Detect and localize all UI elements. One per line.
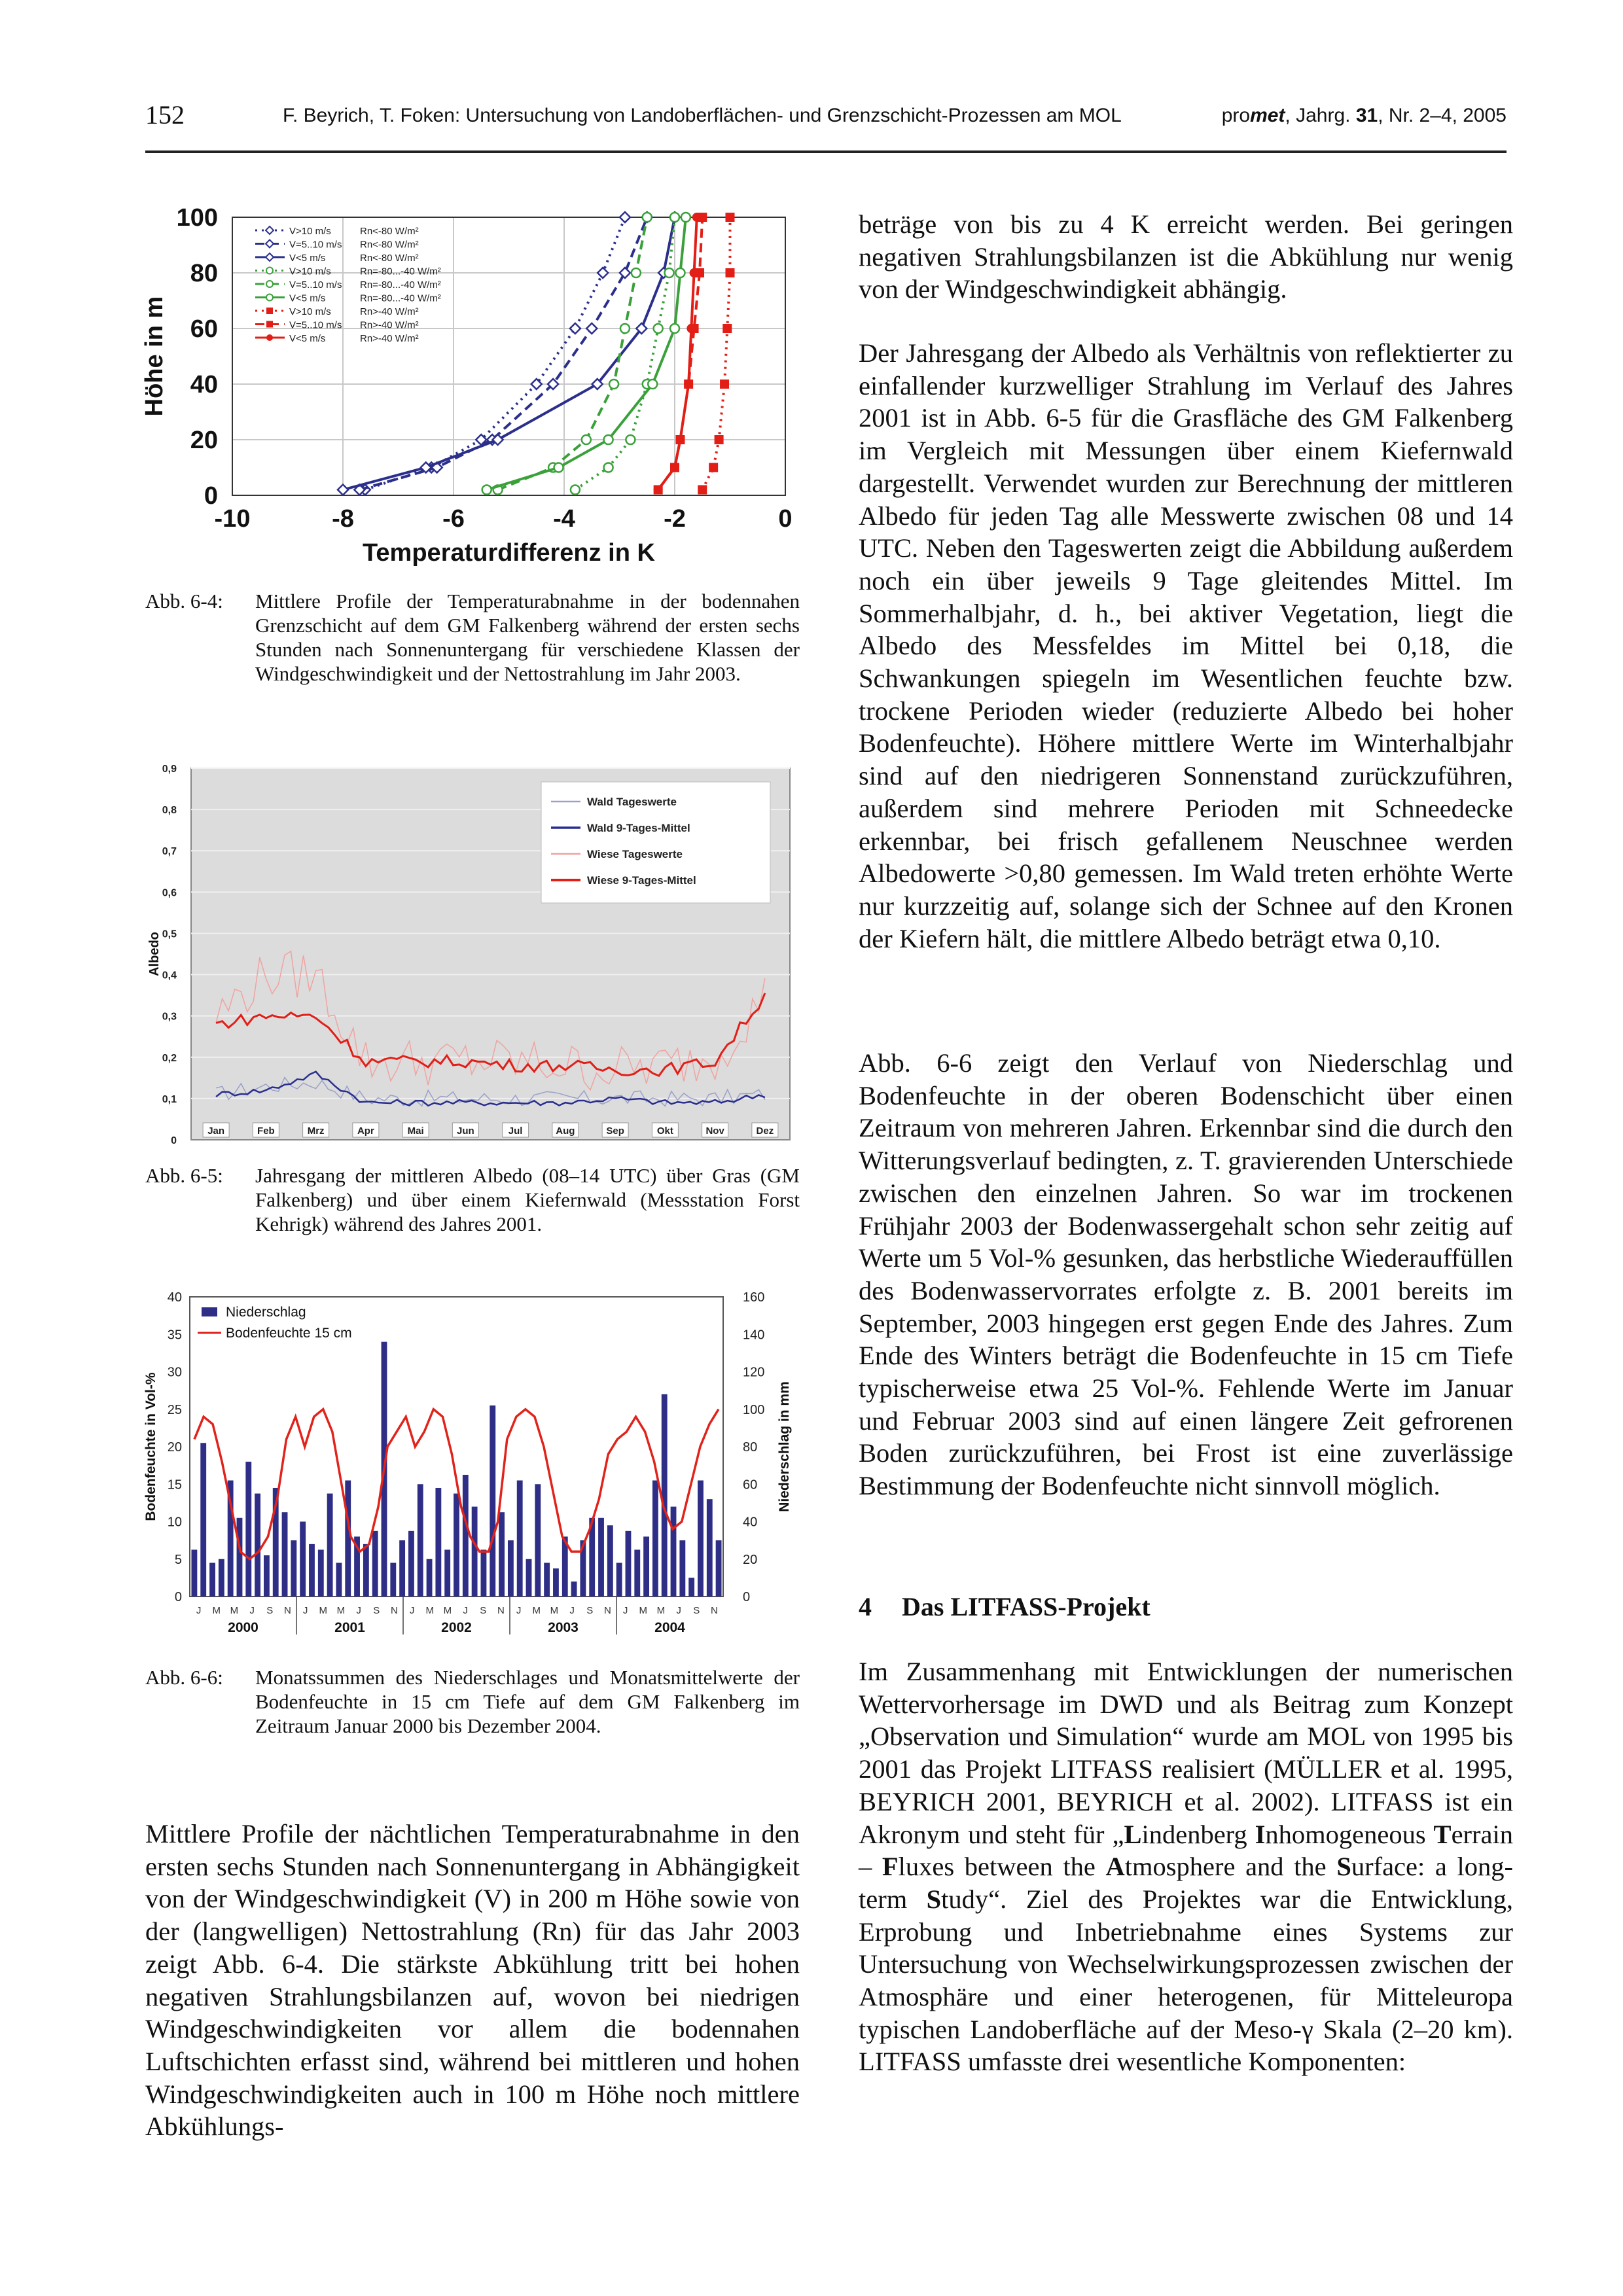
precip-bar [707,1499,713,1597]
y-tick-label: 40 [167,1290,182,1305]
x-tick-label: Jul [508,1125,523,1137]
precip-bar [209,1563,215,1597]
y-axis-title: Bodenfeuchte in Vol-% [143,1372,158,1521]
y-tick-label: 0 [174,1590,182,1604]
y2-tick-label: 40 [743,1515,758,1530]
x-axis-title: Temperaturdifferenz in K [363,539,655,567]
journal-post: , Nr. 2–4, 2005 [1378,105,1507,126]
journal-mid: , Jahrg. [1285,105,1356,126]
data-point [554,463,563,472]
figure-6-6-chart [141,1282,805,1655]
y-tick-label: 0 [204,482,218,510]
y-tick-label: 0,1 [162,1093,177,1105]
journal-volume: 31 [1355,105,1378,126]
y-tick-label: 0 [171,1135,177,1146]
month-tick-label: S [480,1605,487,1616]
data-point [571,486,580,495]
month-tick-label: M [230,1605,239,1616]
figure-6-6-caption [145,1665,800,1738]
legend-label: Rn=-80...-40 W/m² [360,292,441,304]
data-point [648,380,657,389]
month-tick-label: M [336,1605,346,1616]
legend-label: Rn>-40 W/m² [360,319,419,331]
month-tick-label: N [497,1605,505,1616]
y-tick-label: 0,2 [162,1052,177,1064]
section-title: Das LITFASS-Projekt [902,1592,1150,1621]
running-title: F. Beyrich, T. Foken: Untersuchung von Landoberflächen- und Grenzschicht-Prozessen am MOL [283,105,1122,126]
precip-bar [435,1488,441,1597]
precip-bar [264,1555,270,1597]
acronym-letter: I [1255,1819,1266,1849]
precip-bar [390,1563,396,1597]
section-number: 4 [859,1592,872,1621]
x-tick-label: Dez [756,1125,774,1137]
precip-bar [616,1563,622,1597]
data-point [586,323,597,334]
y-tick-label: 100 [176,204,218,232]
y-tick-label: 0,5 [162,928,177,940]
precip-bar [336,1563,342,1597]
data-point [709,463,718,472]
legend-label: Rn=-80...-40 W/m² [360,279,441,291]
data-point [670,324,679,333]
left-paragraph: Mittlere Profile der nächtlichen Temperaturabnahme in den ersten sechs Stunden nach Sonnenuntergang in Abhängigkeit von der Windgeschwindigkeit (V) in 200 m Höhe sowie von der (langwelligen) Nettostrahlung (Rn) für das Jahr 2003 zeigt Abb. 6-4. Die stärkste Abkühlung tritt bei hohen negativen Strahlungsbilanzen auf, wovon bei niedrigen Windgeschwindigkeiten vor allem die bodennahen Luftschichten erfasst sind, während bei mittleren und hohen Windgeschwindigkeiten auch in 100 m Höhe noch mittlere Abkühlungs- [145,1819,800,2142]
month-tick-label: M [532,1605,541,1616]
x-tick-label: -10 [214,505,251,533]
y2-tick-label: 120 [743,1365,765,1380]
month-tick-label: J [249,1605,255,1616]
data-point [675,268,685,277]
y2-tick-label: 60 [743,1477,758,1492]
legend-label: Rn>-40 W/m² [360,333,419,344]
legend-label: Wald 9-Tages-Mittel [587,822,690,834]
y-tick-label: 20 [167,1440,182,1455]
acronym-letter: L [1124,1819,1142,1849]
legend-marker [266,281,273,287]
precip-bar [200,1443,206,1597]
right-paragraph-4 [859,1655,1513,2078]
section-4-heading [859,1591,1150,1622]
year-label: 2000 [228,1620,259,1635]
y-tick-label: 0,4 [162,970,177,981]
x-tick-label: -2 [664,505,686,533]
journal-reference [1222,105,1507,127]
data-point [720,380,729,389]
month-tick-label: S [266,1605,274,1616]
p4-text: luxes between the [898,1852,1106,1882]
series-line [498,217,647,490]
x-tick-label: Feb [257,1125,275,1137]
month-tick-label: M [443,1605,452,1616]
figure-6-5-caption [145,1163,800,1236]
precip-bar [688,1578,694,1597]
acronym-letter: S [1336,1852,1351,1882]
acronym-letter: S [926,1884,942,1914]
month-tick-label: S [373,1605,380,1616]
month-tick-label: S [586,1605,594,1616]
x-tick-label: Mrz [307,1125,325,1137]
y-tick-label: 0,6 [162,887,177,899]
page-header [145,98,1507,153]
legend-label: Niederschlag [226,1305,306,1320]
data-point [604,435,613,444]
y-tick-label: 20 [190,427,218,454]
y-axis-title: Höhe in m [141,296,168,417]
data-point [692,213,702,222]
y-tick-label: 40 [190,371,218,398]
legend-marker [202,1307,217,1316]
right-paragraph-2: Der Jahresgang der Albedo als Verhältnis von reflektierter zu einfallender kurzwelliger Strahlung im Verlauf des Jahres 2001 ist in Abb. 6-5 für die Grasfläche des GM Falkenberg im Vergleich mit Messungen über einem Kiefernwald dargestellt. Verwendet wurden zur Berechnung der mittleren Albedo für jeden Tag alle Messwerte zwischen 08 und 14 UTC. Neben den Tageswerten zeigt die Abbildung außerdem noch ein über jeweils 9 Tage gleitendes Mittel. Im Sommerhalbjahr, d. h., bei aktiver Vegetation, liegt die Albedo des Messfeldes im Mittel bei 0,18, die Schwankungen spiegeln im Wesentlichen feuchte bzw. trockene Perioden wieder (reduzierte Albedo bei hoher Bodenfeuchte). Höhere mittlere Werte im Winterhalbjahr sind auf den niedrigeren Sonnenstand zurückzuführen, außerdem sind mehrere Perioden mit Schneedecke erkennbar, bei frisch gefallenem Neuschnee werden Albedowerte >0,80 gemessen. Im Wald treten erhöhte Werte nur kurzzeitig auf, solange sich der Schnee auf den Kronen der Kiefern hält, die mittlere Albedo beträgt etwa 0,10. [859,338,1513,953]
legend-marker [266,240,274,248]
acronym-letter: A [1105,1852,1125,1882]
year-label: 2004 [654,1620,685,1635]
x-tick-label: Aug [556,1125,575,1137]
y-tick-label: 15 [167,1477,182,1492]
y-tick-label: 25 [167,1402,182,1417]
legend-label: Rn<-80 W/m² [360,239,419,251]
month-tick-label: M [425,1605,434,1616]
data-point [620,324,630,333]
month-tick-label: J [622,1605,628,1616]
month-tick-label: N [390,1605,398,1616]
legend-label: Rn<-80 W/m² [360,226,419,237]
month-tick-label: J [516,1605,522,1616]
precip-bar [598,1518,604,1597]
data-point [722,324,732,333]
data-point [726,268,735,277]
x-tick-label: -8 [332,505,354,533]
data-point [620,212,630,222]
data-point [670,213,679,222]
figure-6-5-caption-text: Jahresgang der mittleren Albedo (08–14 UTC) über Gras (GM Falkenberg) und über einem Kiefernwald (Messstation Forst Kehrigk) während des Jahres 2001. [255,1164,800,1235]
data-point [582,435,591,444]
acronym-letter: F [882,1852,899,1882]
legend-label: Wald Tageswerte [587,796,677,808]
y2-axis-title: Niederschlag in mm [777,1381,792,1512]
x-tick-label: Mai [407,1125,424,1137]
figure-6-4-caption-text: Mittlere Profile der Temperaturabnahme in der bodennahen Grenzschicht auf dem GM Falkenberg während der ersten sechs Stunden nach Sonnenuntergang für verschiedene Klassen der Windgeschwindigkeit und der Nettostrahlung im Jahr 2003. [255,590,800,685]
month-tick-label: J [463,1605,468,1616]
month-tick-label: J [196,1605,202,1616]
precip-bar [444,1549,450,1597]
month-tick-label: N [603,1605,611,1616]
y2-tick-label: 20 [743,1552,758,1567]
data-point [698,486,707,495]
data-point [626,435,635,444]
precip-bar [454,1494,459,1597]
legend-marker [266,334,273,341]
precip-bar [399,1540,405,1597]
legend-label: Rn=-80...-40 W/m² [360,266,441,277]
x-tick-label: 0 [778,505,793,533]
legend-label: Bodenfeuchte 15 cm [226,1326,352,1341]
month-tick-label: N [710,1605,718,1616]
journal-pre: pro [1221,105,1251,126]
month-tick-label: M [656,1605,666,1616]
precip-bar [327,1494,333,1597]
precip-bar [662,1394,668,1597]
month-tick-label: N [283,1605,291,1616]
right-paragraph-3: Abb. 6-6 zeigt den Verlauf von Niederschlag und Bodenfeuchte in der oberen Bodenschicht über einen Zeitraum von mehreren Jahren. Erkennbar sind die durch den Witterungsverlauf bedingten, z. T. gravierenden Unterschiede zwischen den einzelnen Jahren. So war im trockenen Frühjahr 2003 der Bodenwassergehalt schon sehr zeitig auf Werte um 5 Vol-% gesunken, das herbstliche Wiederauffüllen des Bodenwasservorrates erfolgte z. B. 2001 bereits im September, 2003 hingegen erst gegen Ende des Jahres. Zum Ende des Winters beträgt die Bodenfeuchte in 15 cm Tiefe typischerweise etwa 25 Vol-%. Fehlende Werte im Januar und Februar 2003 sind auf einen längere Zeit gefrorenen Boden zurückzuführen, bei Frost ist eine zuverlässige Bestimmung der Bodenfeuchte nicht sinnvoll möglich. [859,1048,1513,1501]
data-point [632,268,641,277]
precip-bar [544,1563,550,1597]
year-label: 2003 [548,1620,579,1635]
precip-bar [363,1544,369,1597]
y-tick-label: 35 [167,1328,182,1343]
x-tick-label: Okt [656,1125,673,1137]
precip-bar [634,1549,640,1597]
acronym-letter: T [1433,1819,1452,1849]
legend-label: Rn<-80 W/m² [360,253,419,264]
precip-bar [517,1481,523,1597]
precip-bar [508,1540,514,1597]
month-tick-label: S [693,1605,700,1616]
y-tick-label: 0,8 [162,805,177,817]
month-tick-label: M [319,1605,327,1616]
precip-bar [345,1481,351,1597]
figure-6-6-caption-text: Monatssummen des Niederschlages und Monatsmittelwerte der Bodenfeuchte in 15 cm Tiefe auf dem GM Falkenberg im Zeitraum Januar 2000 bis Dezember 2004. [255,1666,800,1737]
data-point [570,323,580,334]
data-point [643,213,652,222]
data-point [715,435,724,444]
year-label: 2002 [441,1620,472,1635]
precip-bar [679,1540,685,1597]
precip-bar [408,1531,414,1597]
y-tick-label: 10 [167,1515,182,1530]
data-point [687,324,696,333]
figure-6-5-chart [145,759,806,1152]
legend-label: V=5..10 m/s [289,239,342,251]
data-point [670,463,679,472]
p4-text: errain – [859,1819,1513,1882]
p4-text: Im Zusammenhang mit Entwicklungen der numerischen Wettervorhersage im DWD und als Beitrag zum Konzept „Observation und Simulation“ wurde am MOL von 1995 bis 2001 das Projekt LITFASS realisiert (MÜLLER et al. 1995, BEYRICH 2001, BEYRICH et al. 2002). LITFASS ist ein Akronym und steht für „ [859,1657,1513,1849]
legend-marker [266,321,273,328]
precip-bar [652,1481,658,1597]
precip-bar [481,1549,487,1597]
data-point [482,486,491,495]
figure-6-4-label: Abb. 6-4: [145,590,223,612]
y-tick-label: 80 [190,260,218,287]
legend-label: V=5..10 m/s [289,279,342,291]
month-tick-label: J [676,1605,681,1616]
data-point [654,486,663,495]
legend-label: V=5..10 m/s [289,319,342,331]
legend-label: V>10 m/s [289,226,331,237]
legend-label: Wiese Tageswerte [587,848,683,860]
legend-marker [266,268,273,274]
p4-text: tmosphere and the [1124,1852,1337,1882]
precip-bar [526,1559,532,1597]
precip-bar [490,1405,495,1597]
data-point [675,435,685,444]
month-tick-label: J [356,1605,361,1616]
precip-bar [282,1512,288,1597]
precip-bar [291,1540,296,1597]
y-tick-label: 0,9 [162,764,177,775]
data-point [681,213,690,222]
month-tick-label: M [212,1605,221,1616]
data-point [684,380,693,389]
precip-bar [571,1581,577,1597]
precip-bar [643,1536,649,1597]
x-tick-label: -6 [442,505,465,533]
data-point [665,268,674,277]
precip-bar [463,1475,469,1597]
x-tick-label: Jun [457,1125,474,1137]
precip-bar [553,1568,559,1597]
year-label: 2001 [334,1620,365,1635]
data-point [654,324,663,333]
y2-tick-label: 160 [743,1290,765,1305]
data-point [597,268,608,278]
x-tick-label: Jan [207,1125,225,1137]
precip-bar [219,1559,224,1597]
y-tick-label: 5 [174,1552,182,1567]
month-tick-label: M [639,1605,647,1616]
precip-bar [698,1481,704,1597]
precip-bar [318,1549,324,1597]
precip-bar [535,1484,541,1597]
precip-bar [309,1544,315,1597]
y-tick-label: 30 [167,1365,182,1380]
p4-text: tudy“. Ziel des Projektes war die Entwicklung, Erprobung und Inbetriebnahme eines Systems zur Untersuchung von Wechselwirkungsprozessen zwischen der Atmosphäre und einer heterogenen, für Mitteleuropa typischen Landoberfläche auf der Meso-γ Skala (2–20 km). LITFASS umfasste drei wesentliche Komponenten: [859,1884,1513,2077]
legend-label: Rn>-40 W/m² [360,306,419,317]
p4-text: indenberg [1141,1819,1255,1849]
data-point [726,213,735,222]
data-point [604,463,613,472]
precip-bar [472,1507,478,1597]
precip-bar [372,1531,378,1597]
precip-bar [418,1484,423,1597]
y2-tick-label: 140 [743,1328,765,1343]
precip-bar [300,1522,306,1597]
precip-bar [716,1540,722,1597]
x-tick-label: Nov [705,1125,724,1137]
figure-6-6-label: Abb. 6-6: [145,1666,223,1689]
x-tick-label: Apr [357,1125,374,1137]
legend-label: V<5 m/s [289,253,326,264]
legend-label: V>10 m/s [289,306,331,317]
p4-text: nhomogeneous [1265,1819,1434,1849]
month-tick-label: M [550,1605,559,1616]
precip-bar [671,1507,677,1597]
y-tick-label: 60 [190,315,218,343]
legend-label: V<5 m/s [289,292,326,304]
precip-bar [237,1518,243,1597]
precip-bar [499,1512,505,1597]
legend-marker [266,226,274,234]
legend-marker [266,294,273,301]
legend-label: Wiese 9-Tages-Mittel [587,874,696,887]
figure-6-5-label: Abb. 6-5: [145,1164,223,1187]
x-tick-label: Sep [606,1125,624,1137]
month-tick-label: J [569,1605,575,1616]
data-point [609,380,618,389]
x-tick-label: -4 [553,505,575,533]
series-line [487,217,686,490]
journal-italic: met [1250,105,1285,126]
figure-6-4-chart [131,196,805,582]
data-point [690,268,699,277]
precip-bar [607,1525,613,1597]
figure-6-4-caption [145,589,800,686]
right-paragraph-1: beträge von bis zu 4 K erreicht werden. Bei geringen negativen Strahlungsbilanzen ist die Abkühlung nur wenig von der Windgeschwindigkeit abhängig. [859,209,1513,304]
legend-label: V>10 m/s [289,266,331,277]
y-tick-label: 0,3 [162,1011,177,1023]
page-number: 152 [145,100,185,130]
precip-bar [191,1549,197,1597]
y-axis-title: Albedo [147,932,162,976]
month-tick-label: J [302,1605,308,1616]
y2-tick-label: 100 [743,1402,765,1417]
legend-marker [266,253,274,261]
series-line [702,217,730,490]
legend-marker [266,308,273,314]
precip-bar [245,1462,251,1597]
y2-tick-label: 0 [743,1590,751,1604]
precip-bar [427,1559,433,1597]
precip-bar [255,1494,260,1597]
precip-bar [626,1531,632,1597]
p4-text: urface: a long-term [859,1852,1513,1914]
y-tick-label: 0,7 [162,846,177,858]
data-point [338,485,348,495]
month-tick-label: J [409,1605,415,1616]
legend-label: V<5 m/s [289,333,326,344]
y2-tick-label: 80 [743,1440,758,1455]
